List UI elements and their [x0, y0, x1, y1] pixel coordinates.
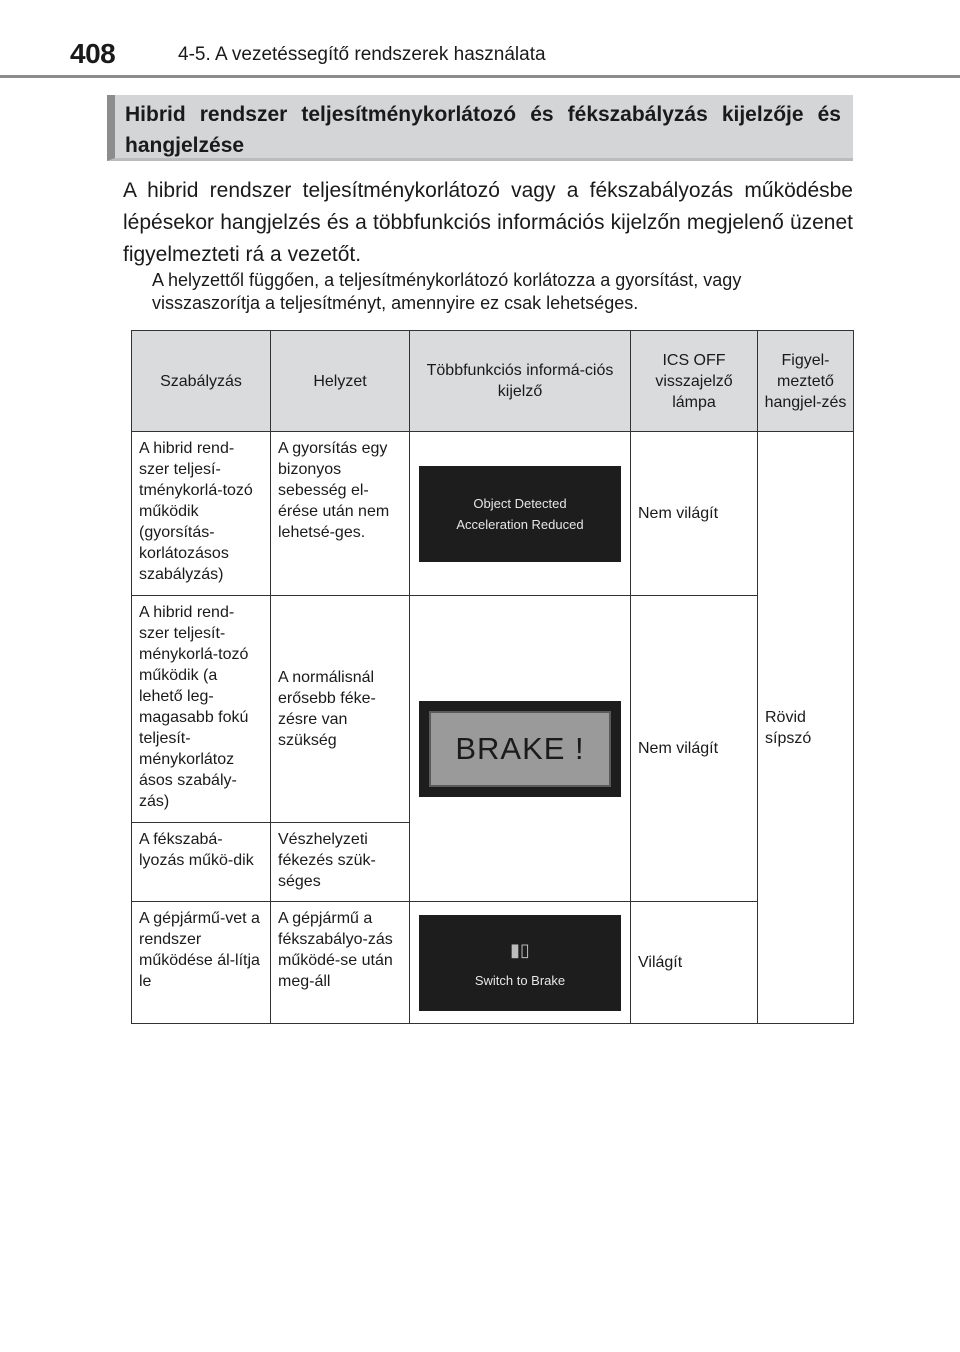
brake-warning-text: BRAKE !	[429, 711, 611, 787]
brake-warning-screen	[419, 701, 621, 797]
display-cell	[410, 432, 631, 596]
note-paragraph: A helyzettől függően, a teljesítménykorlátozó korlátozza a gyorsítást, vagy visszaszorítja a teljesítményt, amennyire ez csak lehetséges.	[152, 270, 742, 313]
table-row	[132, 432, 854, 596]
page-number: 408	[70, 38, 116, 69]
header-rule	[0, 75, 960, 78]
object-detected-screen	[419, 466, 621, 562]
table-row	[132, 902, 854, 1024]
regulation-cell: A fékszabá-lyozás műkö-dik	[132, 823, 271, 902]
screen-line: Object Detected	[473, 495, 567, 511]
ics-lamp-cell: Világít	[631, 902, 758, 1024]
switch-to-brake-screen	[419, 915, 621, 1011]
regulation-cell: A hibrid rend-szer teljesí-tménykorlá-tozó működik (gyorsítás-korlátozásos szabályzás)	[132, 432, 271, 596]
header-buzzer: Figyel-meztető hangjel-zés	[758, 331, 854, 432]
situation-cell: A gépjármű a fékszabályo-zás működé-se után meg-áll	[271, 902, 410, 1024]
situation-cell: Vészhelyzeti fékezés szük-séges	[271, 823, 410, 902]
table-row	[132, 596, 854, 823]
situation-cell: A gyorsítás egy bizonyos sebesség el-érése után nem lehetsé-ges.	[271, 432, 410, 596]
regulation-cell: A hibrid rend-szer teljesít-ménykorlá-tozó működik (a lehető leg-magasabb fokú teljesít-ménykorlátoz ásos szabály-zás)	[132, 596, 271, 823]
header-situation: Helyzet	[271, 331, 410, 432]
section-heading: Hibrid rendszer teljesítménykorlátozó és fékszabályzás kijelzője és hangjelzése	[107, 95, 853, 161]
screen-line: Switch to Brake	[474, 972, 566, 988]
ics-lamp-cell: Nem világít	[631, 596, 758, 902]
regulation-cell: A gépjármű-vet a rendszer működése ál-lítja le	[132, 902, 271, 1024]
ics-lamp-cell: Nem világít	[631, 432, 758, 596]
brake-pedal-icon: ▮​▯	[510, 939, 530, 960]
display-cell	[410, 596, 631, 902]
situation-cell: A normálisnál erősebb féke-zésre van szükség	[271, 596, 410, 823]
buzzer-cell: Rövid sípszó	[758, 432, 854, 1024]
screen-line: Acceleration Reduced	[456, 516, 584, 532]
intro-paragraph: A hibrid rendszer teljesítménykorlátozó vagy a fékszabályozás működésbe lépésekor hangjelzés és a többfunkciós információs kijelzőn megjelenő üzenet figyelmezteti rá a vezetőt.	[123, 179, 853, 266]
table-header-row	[132, 331, 854, 432]
header-ics-lamp: ICS OFF visszajelző lámpa	[631, 331, 758, 432]
regulation-table	[131, 330, 854, 1024]
header-regulation: Szabályzás	[132, 331, 271, 432]
header-display: Többfunkciós informá-ciós kijelző	[410, 331, 631, 432]
display-cell	[410, 902, 631, 1024]
chapter-title: 4-5. A vezetéssegítő rendszerek használata	[178, 44, 546, 65]
